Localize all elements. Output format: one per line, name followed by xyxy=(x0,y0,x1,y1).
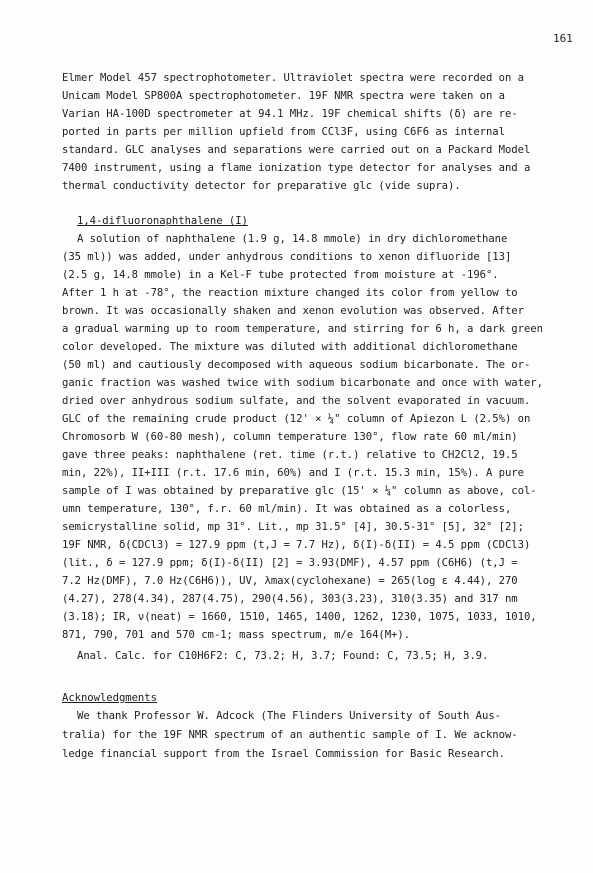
text-line: ledge financial support from the Israel Commission for Basic Research. xyxy=(62,748,505,760)
text-line: GLC of the remaining crude product (12' × ¼" column of Apiezon L (2.5%) on xyxy=(62,413,531,425)
text-line: gave three peaks: naphthalene (ret. time (r.t.) relative to CH2Cl2, 19.5 xyxy=(62,449,518,461)
acknowledgments-heading: Acknowledgments xyxy=(62,692,157,704)
text-line: standard. GLC analyses and separations were carried out on a Packard Model xyxy=(62,144,531,156)
elemental-analysis: Anal. Calc. for C10H6F2: C, 73.2; H, 3.7; Found: C, 73.5; H, 3.9. xyxy=(77,650,489,662)
text-line: (lit., δ = 127.9 ppm; δ(I)-δ(II) [2] = 3.93(DMF), 4.57 ppm (C6H6) (t,J = xyxy=(62,557,518,569)
text-line: dried over anhydrous sodium sulfate, and the solvent evaporated in vacuum. xyxy=(62,395,531,407)
text-line: Unicam Model SP800A spectrophotometer. 19F NMR spectra were taken on a xyxy=(62,90,505,102)
text-line: (3.18); IR, ν(neat) = 1660, 1510, 1465, 1400, 1262, 1230, 1075, 1033, 1010, xyxy=(62,611,537,623)
text-line: min, 22%), II+III (r.t. 17.6 min, 60%) and I (r.t. 15.3 min, 15%). A pure xyxy=(62,467,524,479)
text-line: (35 ml)) was added, under anhydrous conditions to xenon difluoride [13] xyxy=(62,251,512,263)
text-line: We thank Professor W. Adcock (The Flinders University of South Aus- xyxy=(77,710,501,722)
text-line: 7400 instrument, using a flame ionization type detector for analyses and a xyxy=(62,162,531,174)
text-line: (4.27), 278(4.34), 287(4.75), 290(4.56), 303(3.23), 310(3.35) and 317 nm xyxy=(62,593,518,605)
text-line: 871, 790, 701 and 570 cm-1; mass spectrum, m/e 164(M+). xyxy=(62,629,411,641)
text-line: a gradual warming up to room temperature, and stirring for 6 h, a dark green xyxy=(62,323,543,335)
page-number: 161 xyxy=(553,32,573,45)
text-line: 7.2 Hz(DMF), 7.0 Hz(C6H6)), UV, λmax(cyclohexane) = 265(log ε 4.44), 270 xyxy=(62,575,518,587)
text-line: Elmer Model 457 spectrophotometer. Ultraviolet spectra were recorded on a xyxy=(62,72,524,84)
text-line: Varian HA-100D spectrometer at 94.1 MHz. 19F chemical shifts (δ) are re- xyxy=(62,108,518,120)
text-line: A solution of naphthalene (1.9 g, 14.8 mmole) in dry dichloromethane xyxy=(77,233,508,245)
text-line: color developed. The mixture was diluted with additional dichloromethane xyxy=(62,341,518,353)
text-line: ported in parts per million upfield from CCl3F, using C6F6 as internal xyxy=(62,126,505,138)
text-line: brown. It was occasionally shaken and xenon evolution was observed. After xyxy=(62,305,524,317)
compound-heading: 1,4-difluoronaphthalene (I) xyxy=(77,215,248,227)
text-line: After 1 h at -78°, the reaction mixture changed its color from yellow to xyxy=(62,287,518,299)
text-line: thermal conductivity detector for preparative glc (vide supra). xyxy=(62,180,461,192)
text-line: (2.5 g, 14.8 mmole) in a Kel-F tube protected from moisture at -196°. xyxy=(62,269,499,281)
text-line: (50 ml) and cautiously decomposed with aqueous sodium bicarbonate. The or- xyxy=(62,359,531,371)
text-line: semicrystalline solid, mp 31°. Lit., mp 31.5° [4], 30.5-31° [5], 32° [2]; xyxy=(62,521,524,533)
text-line: umn temperature, 130°, f.r. 60 ml/min). It was obtained as a colorless, xyxy=(62,503,512,515)
text-line: sample of I was obtained by preparative glc (15' × ¼" column as above, col- xyxy=(62,485,537,497)
text-line: 19F NMR, δ(CDCl3) = 127.9 ppm (t,J = 7.7 Hz), δ(I)-δ(II) = 4.5 ppm (CDCl3) xyxy=(62,539,531,551)
text-line: Chromosorb W (60-80 mesh), column temperature 130°, flow rate 60 ml/min) xyxy=(62,431,518,443)
text-line: ganic fraction was washed twice with sodium bicarbonate and once with water, xyxy=(62,377,543,389)
text-line: tralia) for the 19F NMR spectrum of an authentic sample of I. We acknow- xyxy=(62,729,518,741)
